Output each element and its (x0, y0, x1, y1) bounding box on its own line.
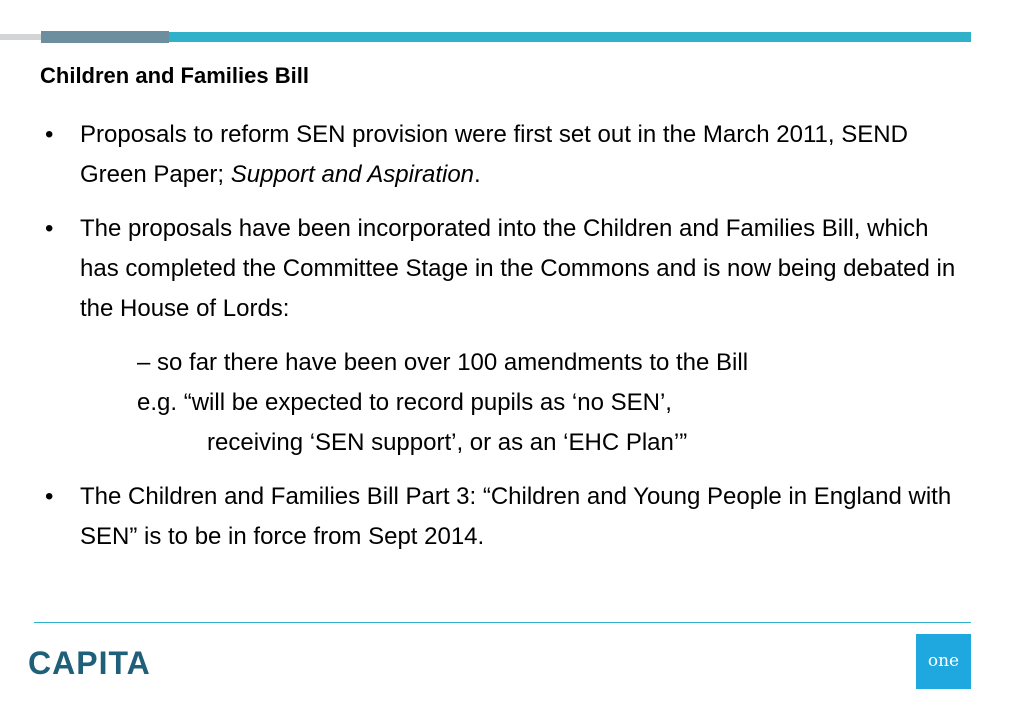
sub-point (40, 343, 960, 463)
header-bar-teal (169, 32, 971, 42)
sub-point-line: – so far there have been over 100 amendments to the Bill (137, 349, 749, 376)
slide-title: Children and Families Bill (40, 63, 309, 88)
sub-point-line: receiving ‘SEN support’, or as an ‘EHC Plan’” (207, 429, 688, 456)
bullet-item (40, 477, 960, 557)
bullet-text-end: . (474, 161, 481, 188)
header-bar-grey (0, 34, 44, 40)
footer-divider (34, 622, 971, 623)
bullet-item (40, 209, 960, 329)
slide-body (40, 115, 960, 557)
bullet-marker: • (45, 215, 54, 242)
bullet-text-italic: Support and Aspiration (230, 161, 475, 188)
bullet-marker: • (45, 121, 54, 148)
one-logo: one (916, 634, 971, 689)
bullet-text: The proposals have been incorporated into the Children and Families Bill, which has completed the Committee Stage in the Commons and is now being debated in the House of Lords: (80, 215, 956, 322)
bullet-text: The Children and Families Bill Part 3: “Children and Young People in England with SEN” is to be in force from Sept 2014. (80, 483, 952, 550)
bullet-marker: • (45, 483, 54, 510)
bullet-text: Proposals to reform SEN provision were first set out in the March 2011, SEND Green Paper; (80, 121, 908, 188)
header-bar-dark (41, 31, 169, 43)
bullet-item (40, 115, 960, 195)
sub-point-line: e.g. “will be expected to record pupils as ‘no SEN’, (137, 389, 672, 416)
capita-logo: CAPITA (28, 645, 151, 681)
